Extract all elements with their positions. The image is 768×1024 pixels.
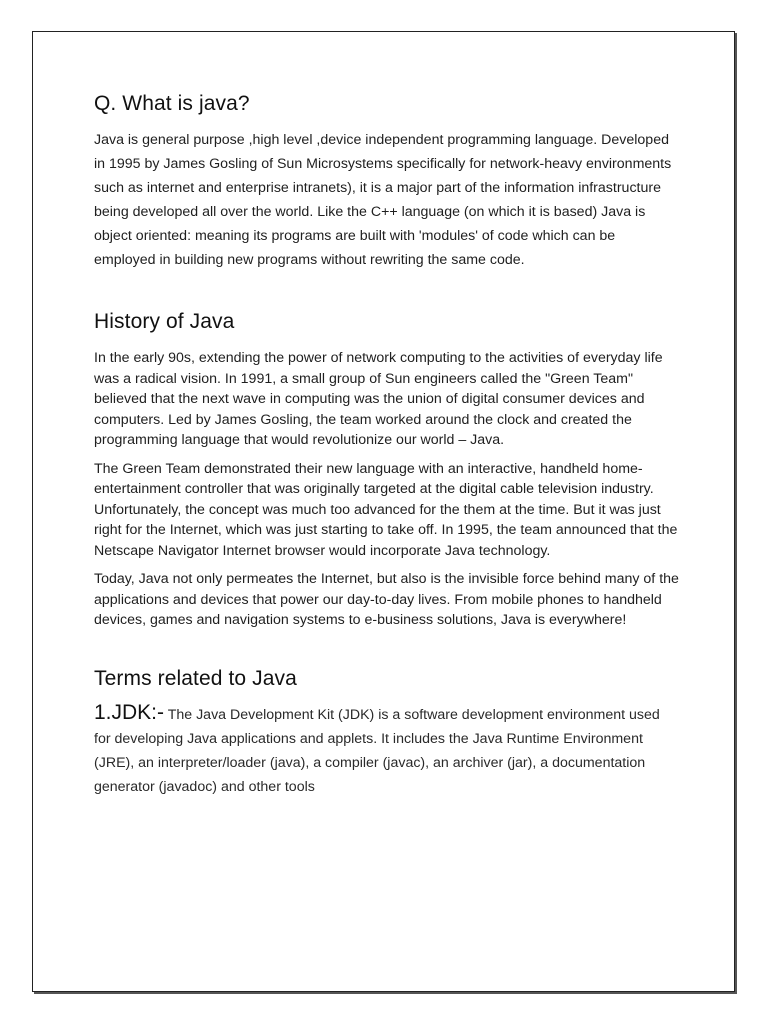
paragraph-history-1: In the early 90s, extending the power of network computing to the activities of everyday life was a radical vision. In 1991, a small group of Sun engineers called the "Green Team" believed that the next wave in computing was the union of digital consumer devices and computers. Led by James Gosling, the team worked around the clock and created the programming language that would revolutionize our world – Java. xyxy=(94,350,663,448)
heading-terms-related-to-java: Terms related to Java xyxy=(94,666,297,690)
paragraph-what-is-java: Java is general purpose ,high level ,device independent programming language. Developed in 1995 by James Gosling of Sun Microsystems specifically for network-heavy environments such as internet and enterprise intranets), it is a major part of the information infrastructure being developed all over the world. Like the C++ language (on which it is based) Java is object oriented: meaning its programs are built with 'modules' of code which can be employed in building new programs without rewriting the same code. xyxy=(94,132,672,268)
heading-history-of-java: History of Java xyxy=(94,310,235,333)
jdk-term-label: 1.JDK:- xyxy=(94,700,165,724)
paragraph-jdk xyxy=(94,701,679,799)
paragraph-history-2: The Green Team demonstrated their new language with an interactive, handheld home-entertainment controller that was originally targeted at the digital cable television industry. Unfortunately, the concept was much too advanced for the them at the time. But it was just right for the Internet, which was just starting to take off. In 1995, the team announced that the Netscape Navigator Internet browser would incorporate Java technology. xyxy=(94,460,678,559)
document-page xyxy=(32,31,735,992)
heading-what-is-java: Q. What is java? xyxy=(94,92,250,115)
paragraph-history-3: Today, Java not only permeates the Internet, but also is the invisible force behind many of the applications and devices that power our day-to-day lives. From mobile phones to handheld devices, games and navigation systems to e-business solutions, Java is everywhere! xyxy=(94,571,679,628)
document-content xyxy=(94,92,679,799)
jdk-description: The Java Development Kit (JDK) is a software development environment used for developing Java applications and applets. It includes the Java Runtime Environment (JRE), an interpreter/loader (java), a compiler (javac), an archiver (jar), a documentation generator (javadoc) and other tools xyxy=(94,706,660,795)
